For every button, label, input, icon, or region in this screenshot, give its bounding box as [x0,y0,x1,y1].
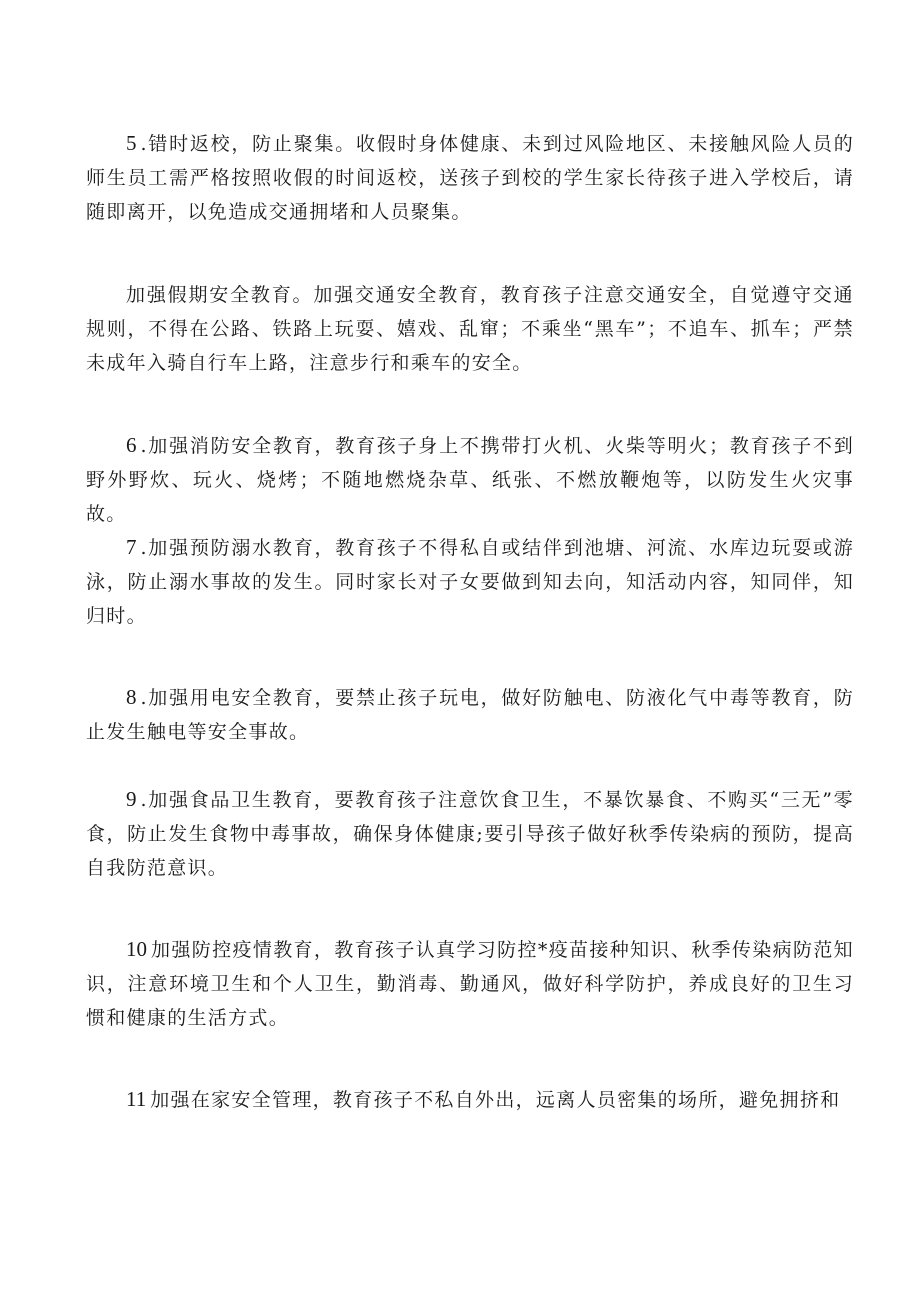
paragraph-holiday-safety [86,278,854,380]
paragraph-10-epidemic-prevention [86,932,854,1035]
paragraph-11-home-safety [86,1082,854,1117]
paragraph-text: 加强防控疫情教育，教育孩子认真学习防控*疫苗接种知识、秋季传染病防范知识，注意环境卫生和个人卫生，勤消毒、勤通风，做好科学防护，养成良好的卫生习惯和健康的生活方式。 [86,939,854,1029]
paragraph-text: 加强假期安全教育。加强交通安全教育，教育孩子注意交通安全，自觉遵守交通规则，不得在公路、铁路上玩耍、嬉戏、乱窜；不乘坐“黑车”；不追车、抓车；严禁未成年入骑自行车上路，注意步行和乘车的安全。 [86,284,854,374]
paragraph-text: .加强食品卫生教育，要教育孩子注意饮食卫生，不暴饮暴食、不购买“三无”零食，防止发生食物中毒事故，确保身体健康;要引导孩子做好秋季传染病的预防，提高自我防范意识。 [86,789,854,879]
paragraph-8-electrical-safety [86,680,854,749]
paragraph-number: 11 [126,1087,147,1111]
paragraph-6-fire-safety [86,428,854,531]
paragraph-number: 5 [126,131,137,155]
paragraph-5-return-school [86,126,854,229]
paragraph-number: 6 [126,433,137,457]
paragraph-text: .加强预防溺水教育，教育孩子不得私自或结伴到池塘、河流、水库边玩耍或游泳，防止溺水事故的发生。同时家长对子女要做到知去向，知活动内容，知同伴，知归时。 [86,537,854,627]
paragraph-text: .加强用电安全教育，要禁止孩子玩电，做好防触电、防液化气中毒等教育，防止发生触电等安全事故。 [86,687,854,743]
paragraph-text: .错时返校，防止聚集。收假时身体健康、未到过风险地区、未接触风险人员的师生员工需严格按照收假的时间返校，送孩子到校的学生家长待孩子进入学校后，请随即离开，以免造成交通拥堵和人员聚集。 [86,133,854,223]
paragraph-text: .加强消防安全教育，教育孩子身上不携带打火机、火柴等明火；教育孩子不到野外野炊、玩火、烧烤；不随地燃烧杂草、纸张、不燃放鞭炮等，以防发生火灾事故。 [86,435,854,525]
paragraph-7-drowning-prevention [86,530,854,633]
paragraph-number: 7 [126,535,137,559]
paragraph-number: 8 [126,685,137,709]
paragraph-number: 10 [126,937,147,961]
paragraph-number: 9 [126,787,137,811]
paragraph-text: 加强在家安全管理，教育孩子不私自外出，远离人员密集的场所，避免拥挤和 [150,1089,841,1111]
paragraph-9-food-hygiene [86,782,854,885]
